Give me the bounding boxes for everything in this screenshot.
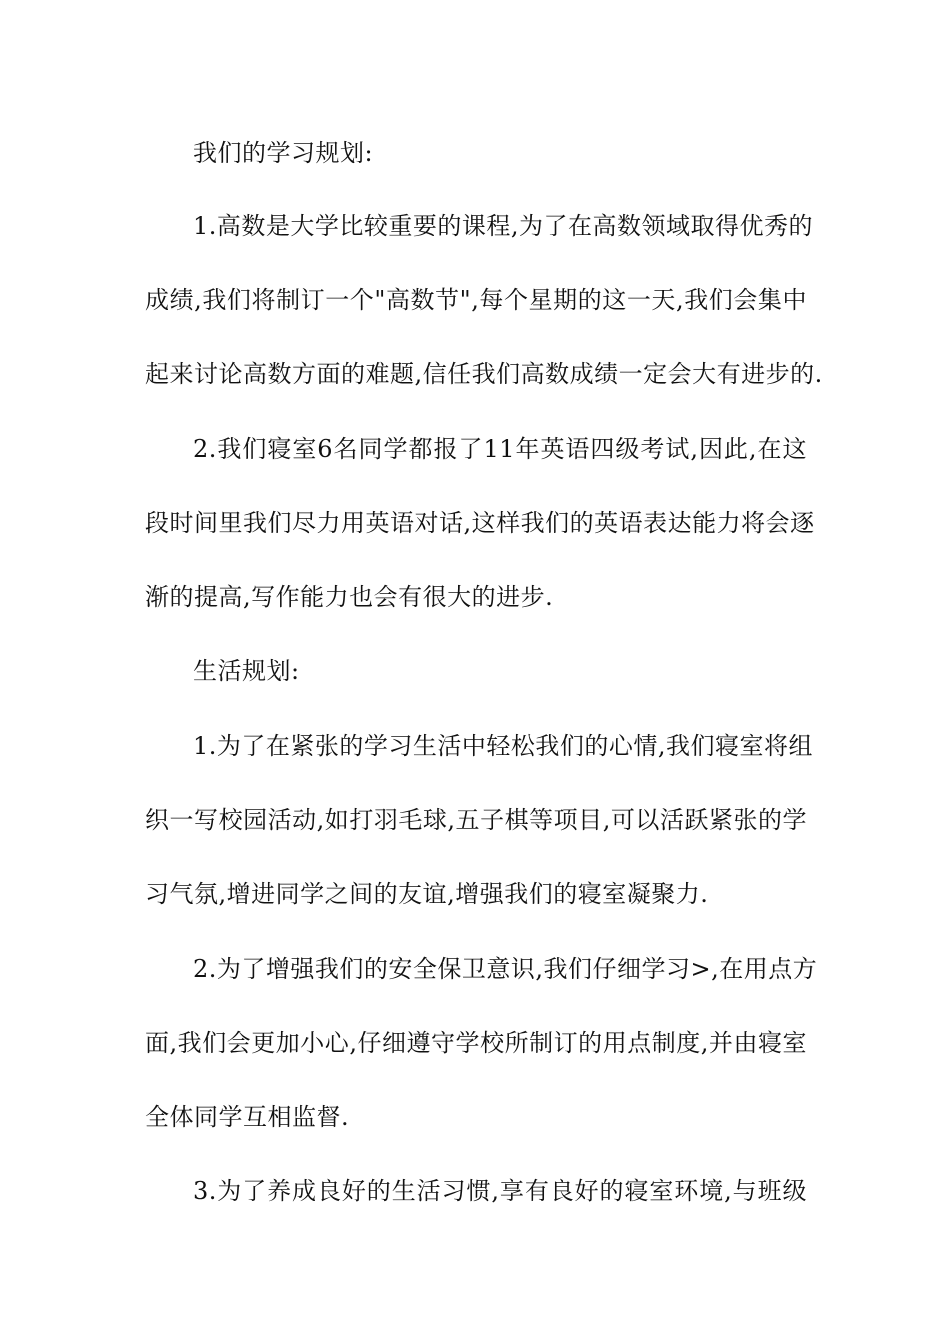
heading-life-plan: 生活规划: [193,657,300,685]
paragraph-line: 全体同学互相监督. [145,1103,350,1131]
paragraph-line: 起来讨论高数方面的难题,信任我们高数成绩一定会大有进步的. [145,360,823,388]
paragraph-line: 渐的提高,写作能力也会有很大的进步. [145,583,554,611]
paragraph-line: 成绩,我们将制订一个"高数节",每个星期的这一天,我们会集中 [145,286,807,314]
paragraph-line: 织一写校园活动,如打羽毛球,五子棋等项目,可以活跃紧张的学 [145,806,807,834]
paragraph-line: 习气氛,增进同学之间的友谊,增强我们的寝室凝聚力. [145,880,709,908]
paragraph-line: 1.高数是大学比较重要的课程,为了在高数领域取得优秀的 [193,212,814,240]
paragraph-line: 1.为了在紧张的学习生活中轻松我们的心情,我们寝室将组 [193,732,814,760]
paragraph-line: 段时间里我们尽力用英语对话,这样我们的英语表达能力将会逐 [145,509,815,537]
paragraph-line: 2.为了增强我们的安全保卫意识,我们仔细学习>,在用点方 [193,955,818,983]
heading-study-plan: 我们的学习规划: [193,139,374,167]
paragraph-line: 2.我们寝室6名同学都报了11年英语四级考试,因此,在这 [193,435,807,463]
paragraph-line: 面,我们会更加小心,仔细遵守学校所制订的用点制度,并由寝室 [145,1029,807,1057]
paragraph-line: 3.为了养成良好的生活习惯,享有良好的寝室环境,与班级 [193,1177,807,1205]
